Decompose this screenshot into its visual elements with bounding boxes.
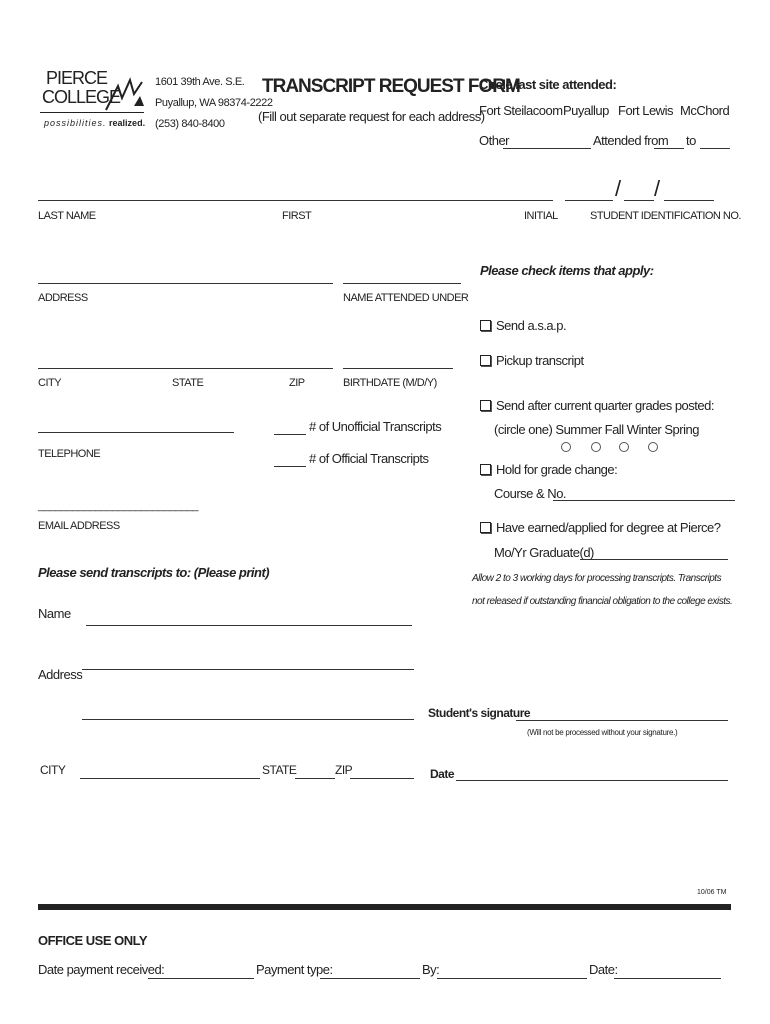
address-field[interactable] [38, 283, 333, 284]
last-name-label: LAST NAME [38, 210, 96, 222]
processing-note-2: not released if outstanding financial obligation to the college exists. [472, 596, 733, 607]
send-address-field-1[interactable] [82, 669, 414, 670]
send-name-field[interactable] [86, 625, 412, 626]
email-field[interactable]: ____________________________ [38, 500, 199, 512]
attended-from-field[interactable] [654, 148, 684, 149]
payment-type-field[interactable] [320, 978, 420, 979]
checkbox-icon[interactable] [480, 522, 491, 533]
graduated-label: Mo/Yr Graduate(d) [494, 545, 594, 560]
check-asap-label: Send a.s.a.p. [496, 318, 567, 333]
birthdate-field[interactable] [343, 368, 453, 369]
by-field[interactable] [437, 978, 587, 979]
by-label: By: [422, 962, 440, 977]
sid-field-part1[interactable] [565, 200, 613, 201]
quarter-radio-spring[interactable] [648, 442, 658, 452]
signature-label: Student's signature [428, 706, 531, 720]
city-label: CITY [38, 377, 62, 389]
course-label: Course & No. [494, 486, 567, 501]
office-use-heading: OFFICE USE ONLY [38, 933, 148, 948]
date-payment-label: Date payment received: [38, 962, 165, 977]
site-option-fort-steilacoom[interactable]: Fort Steilacoom [479, 103, 563, 118]
city-state-zip-field[interactable] [38, 368, 333, 369]
logo-line2: COLLEGE [42, 87, 121, 107]
telephone-field[interactable] [38, 432, 234, 433]
send-name-label: Name [38, 606, 71, 621]
check-hold-label: Hold for grade change: [496, 462, 618, 477]
circle-one-label: (circle one) Summer Fall Winter Spring [494, 422, 699, 437]
check-hold[interactable] [480, 462, 617, 477]
signature-note: (Will not be processed without your signature.) [527, 728, 678, 737]
site-option-mcchord[interactable]: McChord [680, 103, 730, 118]
email-label: EMAIL ADDRESS [38, 520, 120, 532]
send-city-field[interactable] [80, 778, 260, 779]
form-title: TRANSCRIPT REQUEST FORM [262, 76, 520, 97]
send-to-heading: Please send transcripts to: (Please print) [38, 565, 270, 580]
checkbox-icon[interactable] [480, 320, 491, 331]
office-date-field[interactable] [614, 978, 721, 979]
processing-note-1: Allow 2 to 3 working days for processing transcripts. Transcripts [472, 573, 722, 584]
official-label: # of Official Transcripts [309, 451, 429, 466]
birthdate-label: BIRTHDATE (M/D/Y) [343, 377, 437, 389]
quarter-radio-fall[interactable] [591, 442, 601, 452]
logo-tagline-a: possibilities. [44, 118, 107, 128]
course-field[interactable] [553, 500, 735, 501]
site-other-field[interactable] [503, 148, 591, 149]
check-pickup-label: Pickup transcript [496, 353, 584, 368]
logo [38, 68, 150, 132]
sid-field-part2[interactable] [624, 200, 654, 201]
form-subtitle: (Fill out separate request for each address) [258, 109, 485, 124]
unofficial-count-field[interactable] [274, 434, 306, 435]
student-name-field[interactable] [38, 200, 553, 201]
address-label: ADDRESS [38, 292, 88, 304]
footer-rule [38, 904, 731, 910]
attended-to-field[interactable] [700, 148, 730, 149]
logo-line1: PIERCE [46, 68, 108, 88]
send-state-label: STATE [262, 763, 297, 777]
send-zip-field[interactable] [350, 778, 414, 779]
date-payment-field[interactable] [148, 978, 254, 979]
site-heading: Circle last site attended: [479, 77, 617, 92]
site-other-label: Other [479, 133, 510, 148]
sid-label: STUDENT IDENTIFICATION NO. [590, 210, 741, 222]
send-zip-label: ZIP [335, 763, 353, 777]
send-state-field[interactable] [295, 778, 335, 779]
site-option-fort-lewis[interactable]: Fort Lewis [618, 103, 673, 118]
sid-slash-1: / [615, 176, 622, 201]
signature-date-label: Date [430, 767, 455, 781]
send-address-label: Address [38, 667, 83, 682]
college-phone: (253) 840-8400 [155, 118, 225, 130]
office-date-label: Date: [589, 962, 618, 977]
check-degree-label: Have earned/applied for degree at Pierce? [496, 520, 721, 535]
check-after-grades[interactable] [480, 398, 714, 413]
check-after-grades-label: Send after current quarter grades posted: [496, 398, 714, 413]
sid-slash-2: / [654, 176, 661, 201]
zip-label: ZIP [289, 377, 305, 389]
site-option-puyallup[interactable]: Puyallup [563, 103, 609, 118]
name-attended-field[interactable] [343, 283, 461, 284]
check-degree[interactable] [480, 520, 721, 535]
name-attended-label: NAME ATTENDED UNDER [343, 292, 469, 304]
payment-type-label: Payment type: [256, 962, 333, 977]
logo-mark-icon [104, 76, 148, 112]
official-count-field[interactable] [274, 466, 306, 467]
check-pickup[interactable] [480, 353, 584, 368]
college-address-line1: 1601 39th Ave. S.E. [155, 76, 245, 88]
quarter-radio-summer[interactable] [561, 442, 571, 452]
state-label: STATE [172, 377, 204, 389]
logo-tagline-b: realized. [109, 118, 146, 128]
attended-to-label: to [686, 133, 696, 148]
signature-field[interactable] [516, 720, 728, 721]
checklist-heading: Please check items that apply: [480, 263, 654, 278]
send-city-label: CITY [40, 763, 66, 777]
sid-field-part3[interactable] [664, 200, 714, 201]
check-asap[interactable] [480, 318, 566, 333]
attended-from-label: Attended from [593, 133, 669, 148]
unofficial-label: # of Unofficial Transcripts [309, 419, 442, 434]
send-address-field-2[interactable] [82, 719, 414, 720]
signature-date-field[interactable] [456, 780, 728, 781]
initial-label: INITIAL [524, 210, 558, 222]
checkbox-icon[interactable] [480, 464, 491, 475]
quarter-radio-winter[interactable] [619, 442, 629, 452]
graduated-field[interactable] [580, 559, 728, 560]
checkbox-icon[interactable] [480, 355, 491, 366]
first-name-label: FIRST [282, 210, 312, 222]
form-code: 10/06 TM [697, 889, 727, 896]
college-address-line2: Puyallup, WA 98374-2222 [155, 97, 273, 109]
checkbox-icon[interactable] [480, 400, 491, 411]
telephone-label: TELEPHONE [38, 448, 101, 460]
